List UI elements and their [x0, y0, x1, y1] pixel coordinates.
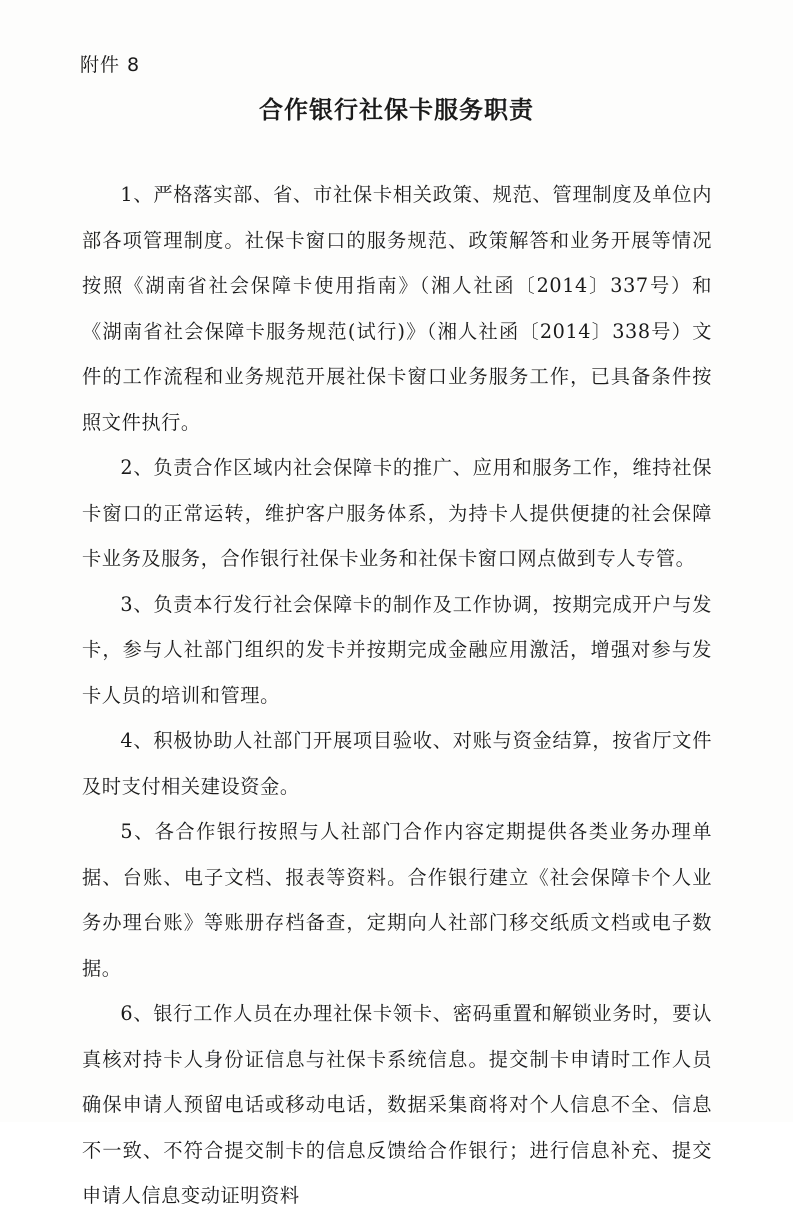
paragraph-4: 4、积极协助人社部门开展项目验收、对账与资金结算，按省厅文件及时支付相关建设资金。	[82, 729, 712, 798]
paragraph-1: 1、严格落实部、省、市社保卡相关政策、规范、管理制度及单位内部各项管理制度。社保卡窗口的服务规范、政策解答和业务开展等情况按照《湖南省社会保障卡使用指南》（湘人社函〔2014〕337号）和《湖南省社会保障卡服务规范(试行)》（湘人社函〔2014〕338号）文件的工作流程和业务规范开展社保卡窗口业务服务工作，已具备条件按照文件执行。	[82, 183, 712, 434]
paragraph-2: 2、负责合作区域内社会保障卡的推广、应用和服务工作，维持社保卡窗口的正常运转，维护客户服务体系，为持卡人提供便捷的社会保障卡业务及服务，合作银行社保卡业务和社保卡窗口网点做到专人专管。	[82, 456, 712, 570]
paragraph-6: 6、银行工作人员在办理社保卡领卡、密码重置和解锁业务时，要认真核对持卡人身份证信息与社保卡系统信息。提交制卡申请时工作人员确保申请人预留电话或移动电话，数据采集商将对个人信息不全、信息不一致、不符合提交制卡的信息反馈给合作银行；进行信息补充、提交申请人信息变动证明资料	[82, 1002, 712, 1207]
paragraph-5: 5、各合作银行按照与人社部门合作内容定期提供各类业务办理单据、台账、电子文档、报表等资料。合作银行建立《社会保障卡个人业务办理台账》等账册存档备查，定期向人社部门移交纸质文档或电子数据。	[82, 820, 712, 980]
attachment-label: 附件 8	[80, 54, 141, 76]
document-body	[82, 172, 712, 1219]
paragraph-3: 3、负责本行发行社会保障卡的制作及工作协调，按期完成开户与发卡，参与人社部门组织的发卡并按期完成金融应用激活，增强对参与发卡人员的培训和管理。	[82, 592, 712, 707]
document-title: 合作银行社保卡服务职责	[259, 96, 534, 124]
